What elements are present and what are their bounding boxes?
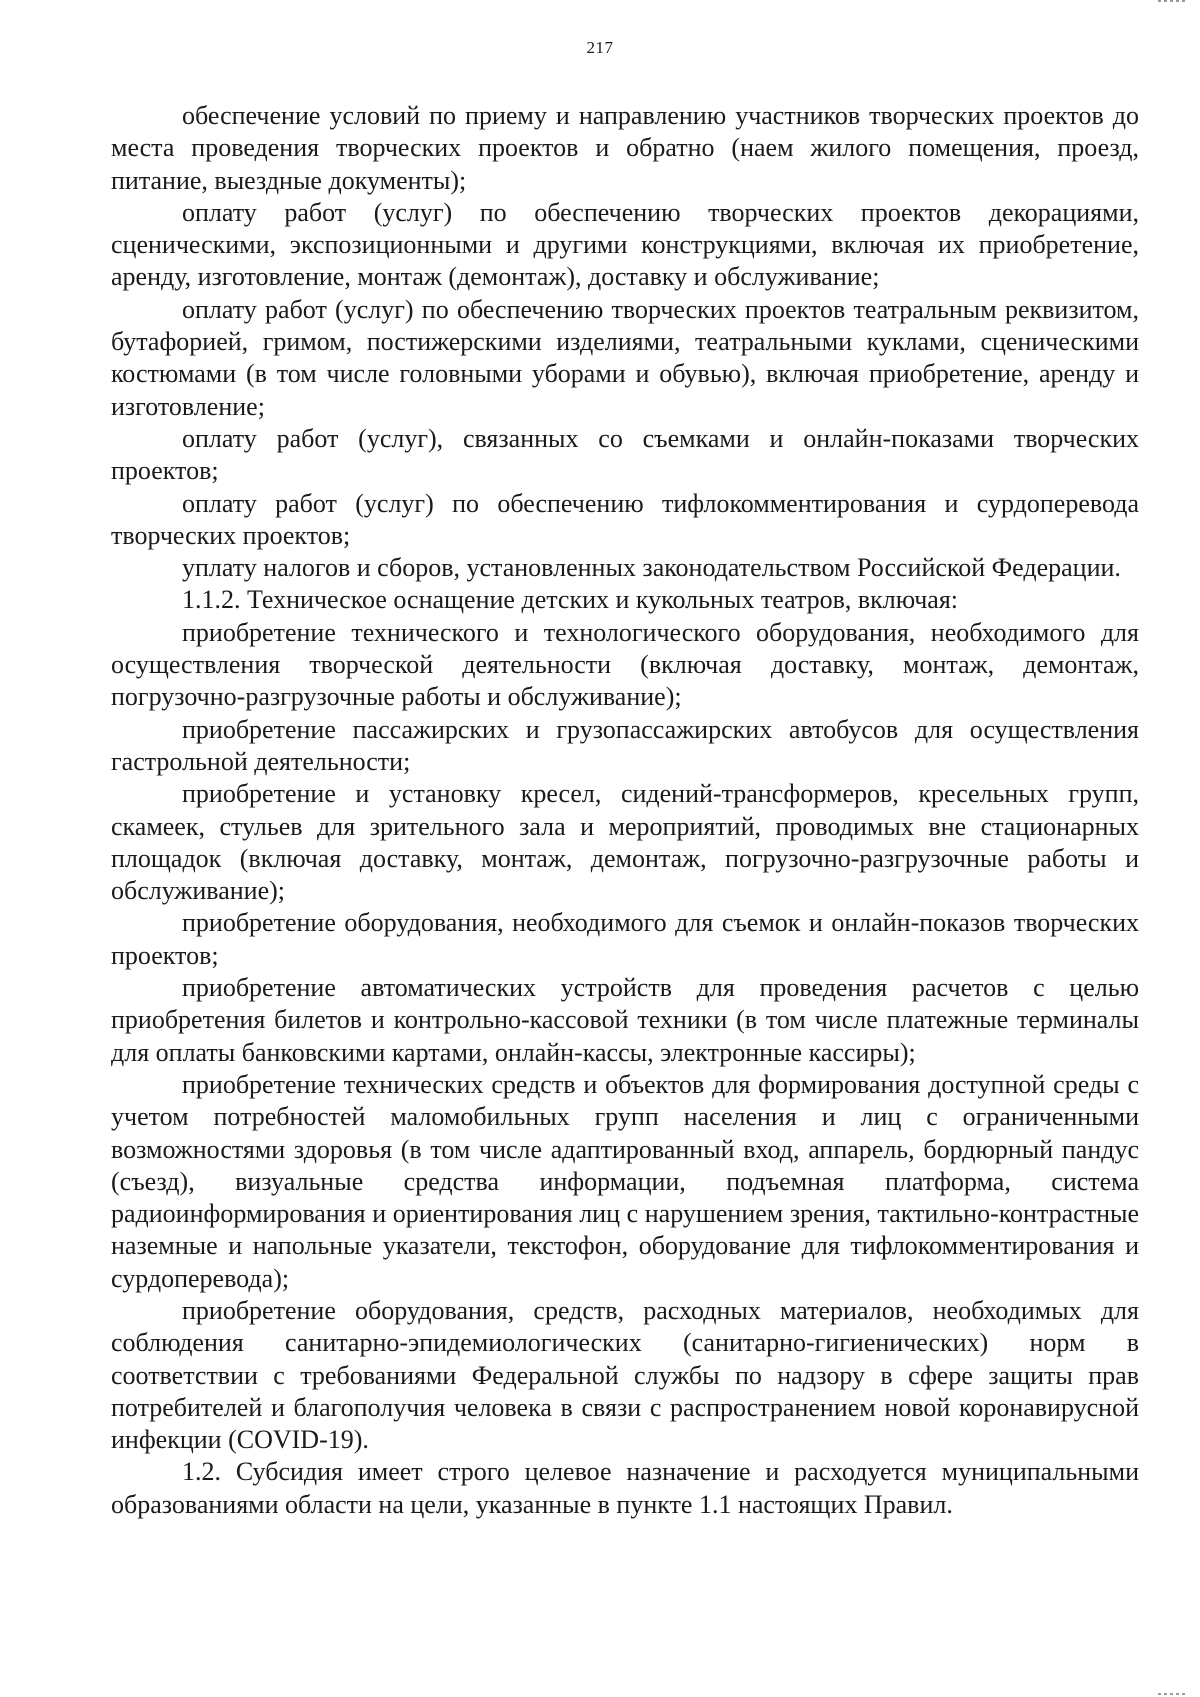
section-heading-1-1-2: 1.1.2. Техническое оснащение детских и кукольных театров, включая: (182, 585, 959, 615)
scan-mark-top (1158, 0, 1188, 2)
scan-mark-bottom (1158, 1693, 1188, 1695)
paragraph: приобретение пассажирских и грузопассажирских автобусов для осуществления гастрольной деятельности; (111, 714, 1139, 776)
paragraph: приобретение технического и технологического оборудования, необходимого для осуществления творческой деятельности (включая доставку, монтаж, демонтаж, погрузочно-разгрузочные работы и обслуживание); (111, 617, 1139, 712)
page-number: 217 (586, 38, 614, 57)
paragraph: приобретение технических средств и объектов для формирования доступной среды с учетом потребностей маломобильных групп населения и лиц с ограниченными возможностями здоровья (в том числе адаптированный вход, аппарель, бордюрный пандус (съезд), визуальные средства информации, подъемная платформа, система радиоинформирования и ориентирования лиц с нарушением зрения, тактильно-контрастные наземные и напольные указатели, текстофон, оборудование для тифлокомментирования и сурдоперевода); (111, 1069, 1139, 1293)
paragraph: приобретение оборудования, средств, расходных материалов, необходимых для соблюдения санитарно-эпидемиологических (санитарно-гигиенических) норм в соответствии с требованиями Федеральной службы по надзору в сфере защиты прав потребителей и благополучия человека в связи с распространением новой коронавирусной инфекции (COVID-19). (111, 1295, 1139, 1455)
section-1-2-paragraph: 1.2. Субсидия имеет строго целевое назначение и расходуется муниципальными образованиями области на цели, указанные в пункте 1.1 настоящих Правил. (111, 1457, 1139, 1519)
paragraph: приобретение оборудования, необходимого для съемок и онлайн-показов творческих проектов; (111, 908, 1139, 970)
document-body (111, 100, 1139, 1521)
paragraph: оплату работ (услуг) по обеспечению творческих проектов декорациями, сценическими, экспозиционными и другими конструкциями, включая их приобретение, аренду, изготовление, монтаж (демонтаж), доставку и обслуживание; (111, 197, 1139, 292)
paragraph: уплату налогов и сборов, установленных законодательством Российской Федерации. (182, 553, 1121, 583)
paragraph: оплату работ (услуг) по обеспечению тифлокомментирования и сурдоперевода творческих проектов; (111, 488, 1139, 550)
paragraph: приобретение автоматических устройств для проведения расчетов с целью приобретения билетов и контрольно-кассовой техники (в том числе платежные терминалы для оплаты банковскими картами, онлайн-кассы, электронные кассиры); (111, 973, 1139, 1067)
paragraph: оплату работ (услуг) по обеспечению творческих проектов театральным реквизитом, бутафорией, гримом, постижерскими изделиями, театральными куклами, сценическими костюмами (в том числе головными уборами и обувью), включая приобретение, аренду и изготовление; (111, 294, 1139, 421)
paragraph: приобретение и установку кресел, сидений-трансформеров, кресельных групп, скамеек, стульев для зрительного зала и мероприятий, проводимых вне стационарных площадок (включая доставку, монтаж, демонтаж, погрузочно-разгрузочные работы и обслуживание); (111, 779, 1139, 906)
paragraph: обеспечение условий по приему и направлению участников творческих проектов до места проведения творческих проектов и обратно (наем жилого помещения, проезд, питание, выездные документы); (111, 101, 1139, 195)
paragraph: оплату работ (услуг), связанных со съемками и онлайн-показами творческих проектов; (111, 423, 1139, 486)
